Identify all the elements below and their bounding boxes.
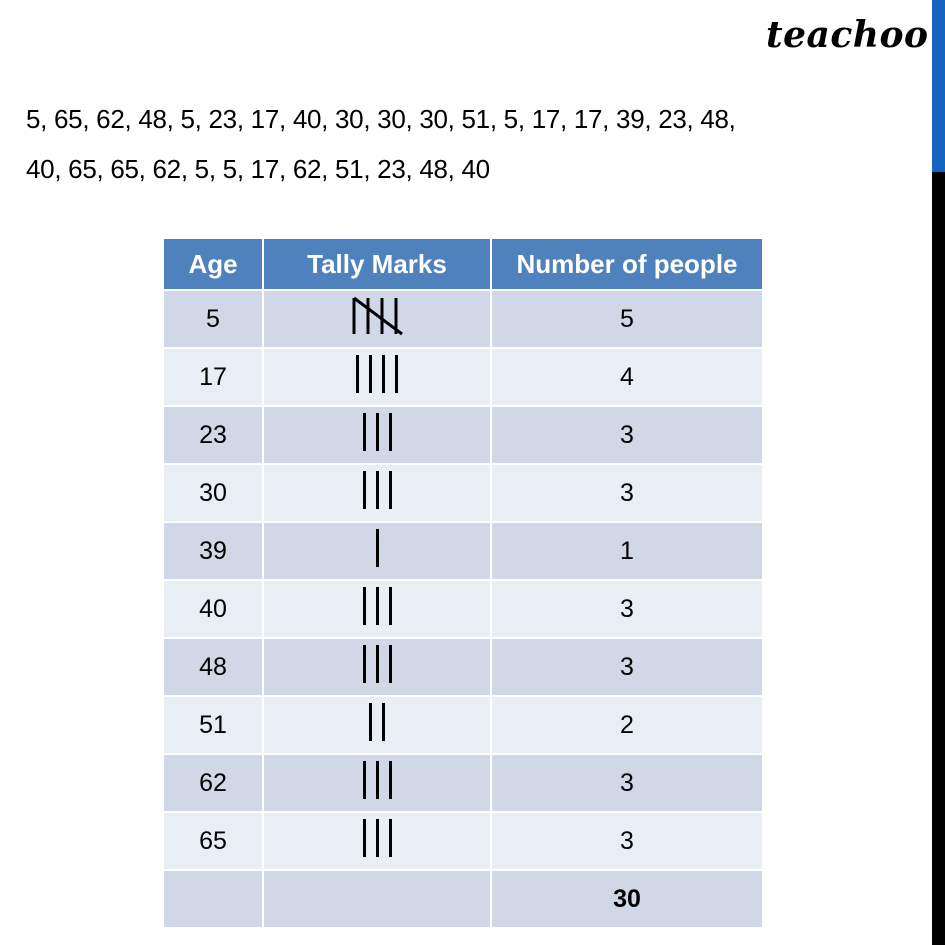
tally-marks-icon: [363, 644, 392, 684]
table-row: [163, 290, 763, 348]
data-sequence: [26, 94, 906, 194]
table-row: [163, 754, 763, 812]
age-cell: 17: [163, 348, 263, 406]
table-row: [163, 348, 763, 406]
tally-marks-icon: [363, 586, 392, 626]
total-tally-cell: [263, 870, 491, 928]
age-cell: 62: [163, 754, 263, 812]
tally-cell: [263, 348, 491, 406]
tally-cell: [263, 290, 491, 348]
table-row: [163, 638, 763, 696]
table-row: [163, 580, 763, 638]
age-cell: 5: [163, 290, 263, 348]
side-dark-bar: [932, 172, 945, 945]
tally-cell: [263, 522, 491, 580]
tally-cell: [263, 464, 491, 522]
total-row: [163, 870, 763, 928]
number-cell: 4: [491, 348, 763, 406]
number-cell: 5: [491, 290, 763, 348]
tally-marks-icon: [350, 296, 404, 336]
data-sequence-line-1: 5, 65, 62, 48, 5, 23, 17, 40, 30, 30, 30, 51, 5, 17, 17, 39, 23, 48,: [26, 104, 736, 134]
tally-marks-icon: [363, 818, 392, 858]
tally-marks-icon: [369, 702, 385, 742]
tally-marks-icon: [363, 412, 392, 452]
number-cell: 3: [491, 464, 763, 522]
number-cell: 2: [491, 696, 763, 754]
number-cell: 3: [491, 638, 763, 696]
age-cell: 39: [163, 522, 263, 580]
table-row: [163, 696, 763, 754]
tally-table: [162, 237, 764, 929]
tally-cell: [263, 406, 491, 464]
table-row: [163, 522, 763, 580]
teachoo-logo: teachoo: [766, 14, 929, 56]
data-sequence-line-2: 40, 65, 65, 62, 5, 5, 17, 62, 51, 23, 48, 40: [26, 154, 490, 184]
tally-cell: [263, 580, 491, 638]
age-cell: 23: [163, 406, 263, 464]
number-cell: 3: [491, 812, 763, 870]
age-cell: 30: [163, 464, 263, 522]
age-cell: 48: [163, 638, 263, 696]
header-tally-marks: Tally Marks: [263, 238, 491, 290]
table-row: [163, 464, 763, 522]
number-cell: 3: [491, 406, 763, 464]
side-accent-bar: [932, 0, 945, 172]
age-cell: 40: [163, 580, 263, 638]
tally-cell: [263, 812, 491, 870]
age-cell: 65: [163, 812, 263, 870]
tally-cell: [263, 638, 491, 696]
tally-marks-icon: [356, 354, 398, 394]
table-header-row: [163, 238, 763, 290]
number-cell: 3: [491, 754, 763, 812]
tally-cell: [263, 696, 491, 754]
tally-marks-icon: [363, 760, 392, 800]
total-number-cell: 30: [491, 870, 763, 928]
tally-cell: [263, 754, 491, 812]
tally-marks-icon: [376, 528, 379, 568]
table-row: [163, 812, 763, 870]
table-row: [163, 406, 763, 464]
header-age: Age: [163, 238, 263, 290]
number-cell: 3: [491, 580, 763, 638]
number-cell: 1: [491, 522, 763, 580]
total-age-cell: [163, 870, 263, 928]
header-number-of-people: Number of people: [491, 238, 763, 290]
age-cell: 51: [163, 696, 263, 754]
tally-marks-icon: [363, 470, 392, 510]
